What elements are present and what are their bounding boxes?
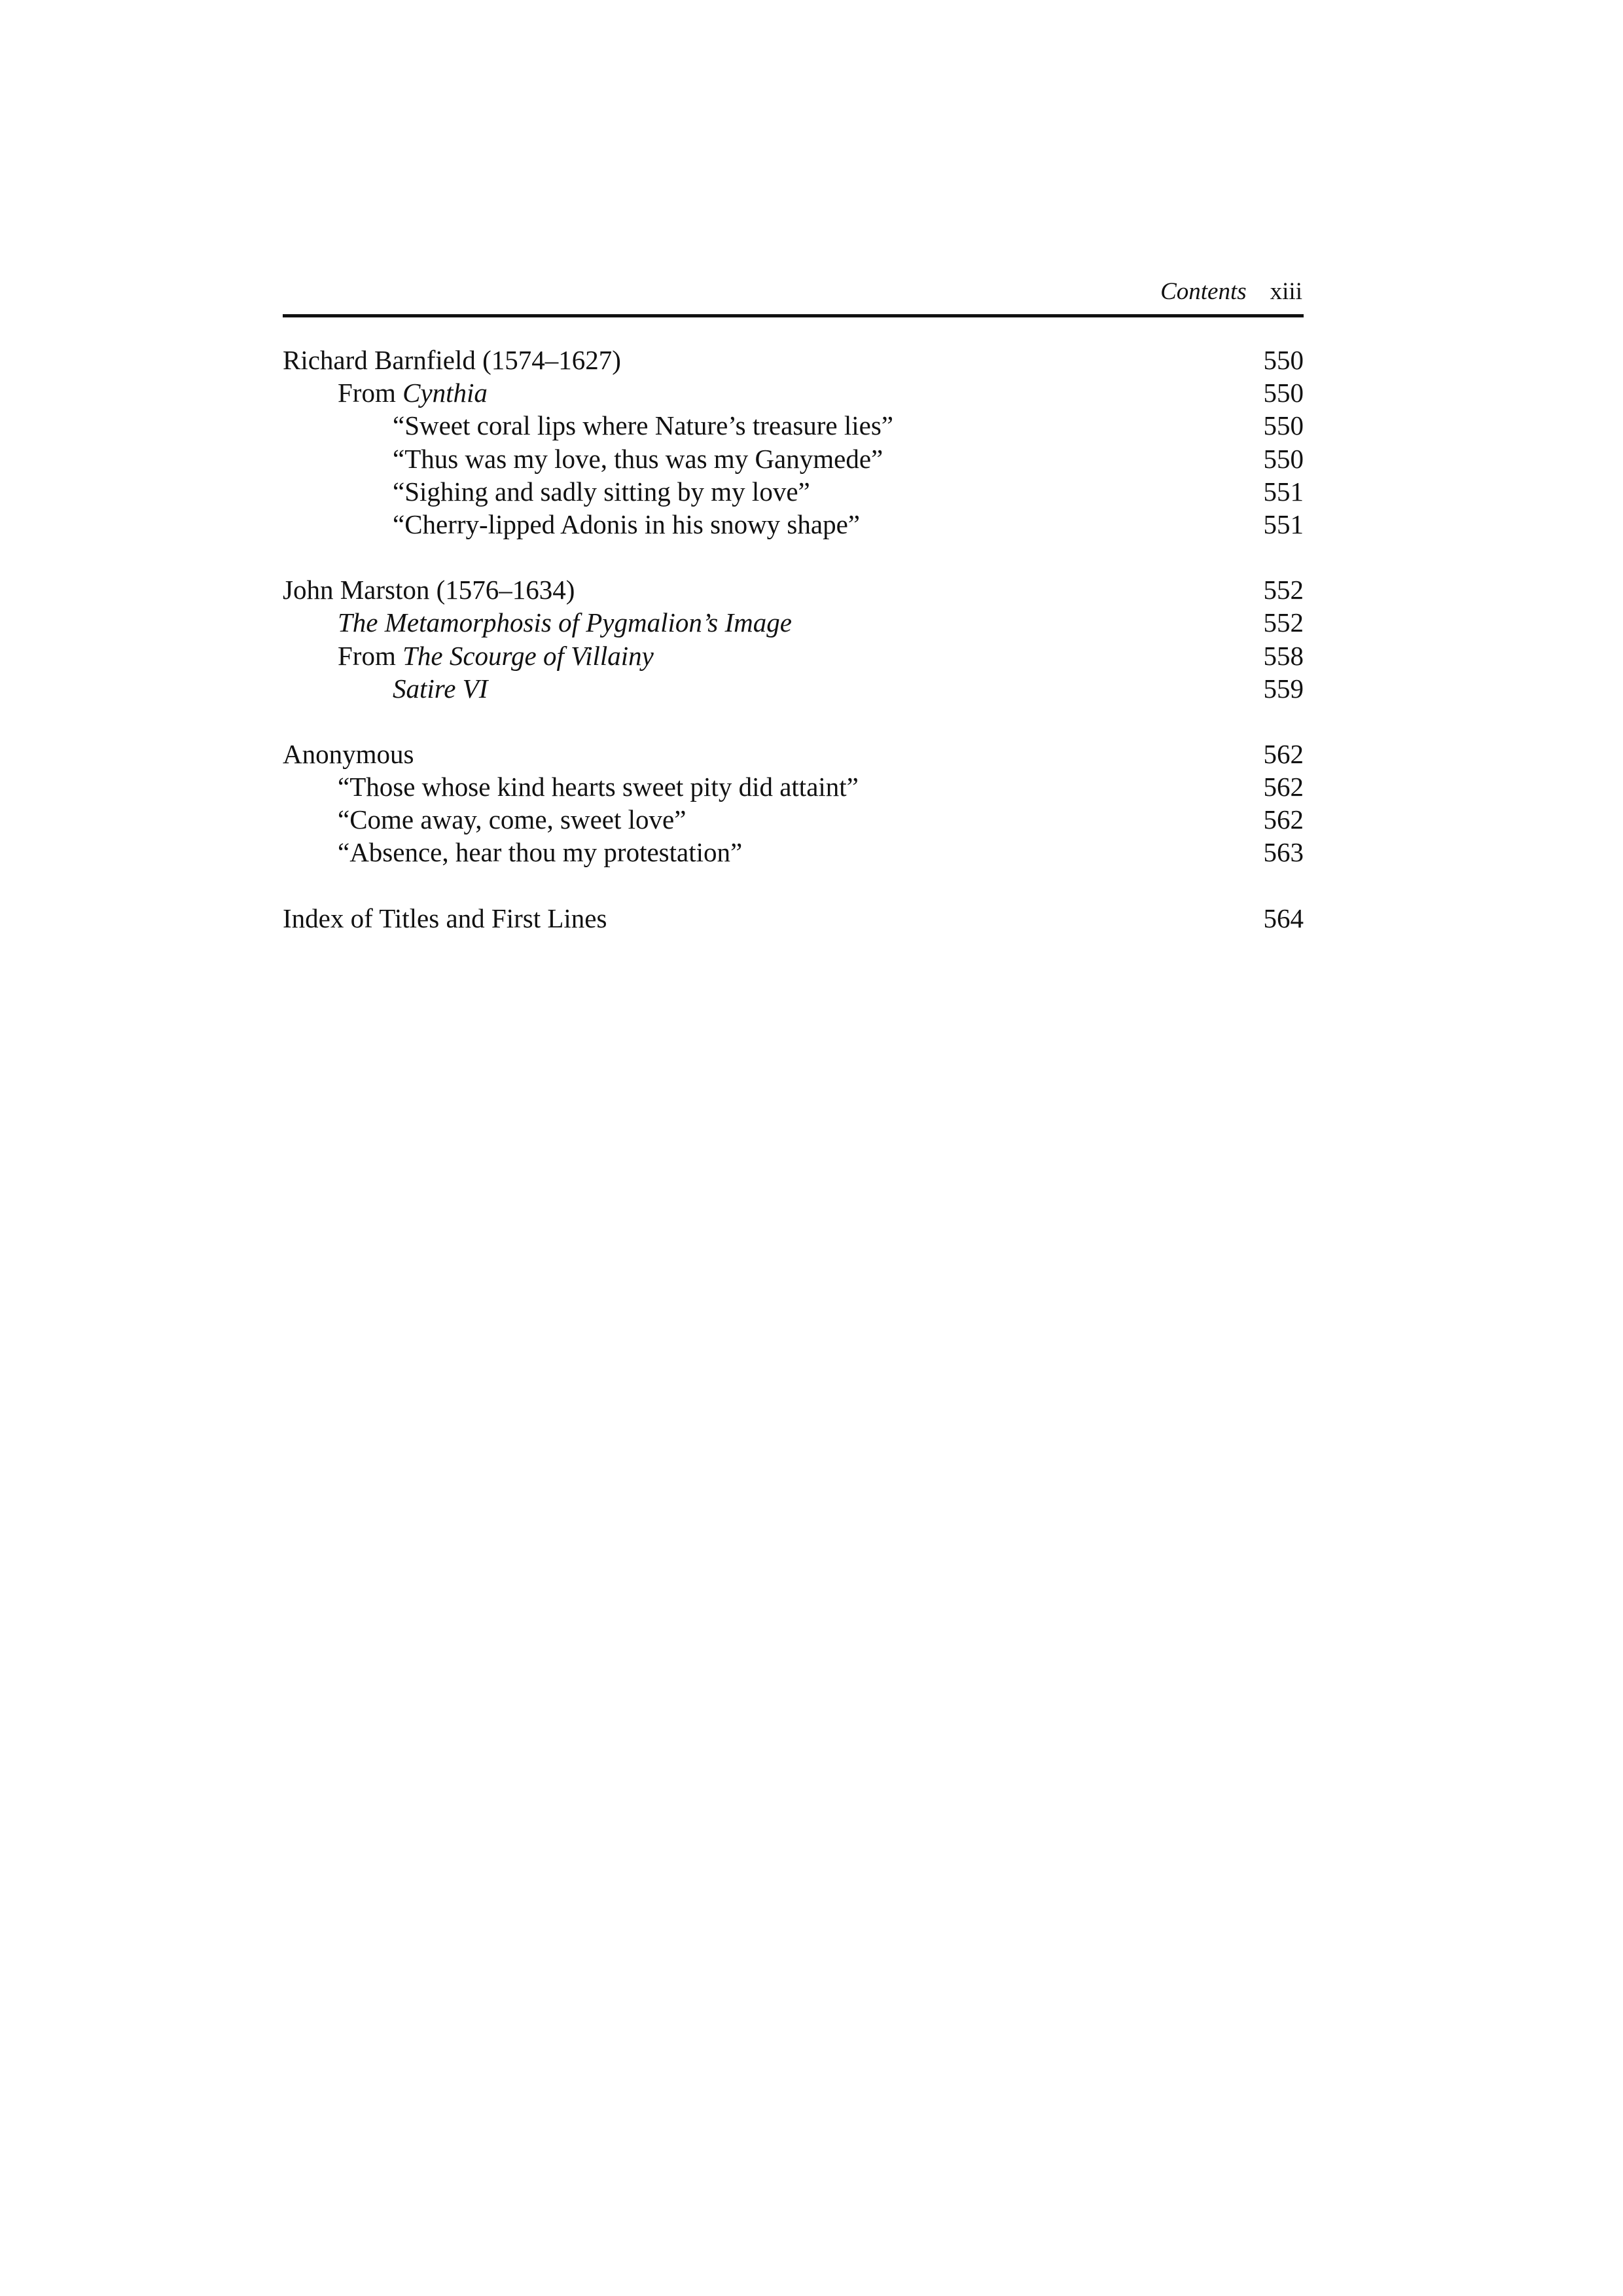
toc-entry-text: “Come away, come, sweet love” bbox=[338, 804, 687, 835]
toc-entry-page-number: 552 bbox=[1263, 575, 1304, 605]
toc-entry-page-number: 552 bbox=[1263, 607, 1304, 638]
toc-entry-page-number: 550 bbox=[1263, 378, 1304, 408]
running-header-label: Contents bbox=[1160, 278, 1247, 305]
running-header-page-number: xiii bbox=[1270, 278, 1302, 305]
toc-entry-page-number: 563 bbox=[1263, 837, 1304, 868]
toc-entry-text: “Sweet coral lips where Nature’s treasure lies” bbox=[393, 410, 894, 441]
toc-entry-title bbox=[338, 376, 488, 409]
toc-entry-title bbox=[338, 803, 686, 836]
toc-entry-title bbox=[283, 344, 621, 376]
toc-entry-page-number: 559 bbox=[1263, 673, 1304, 704]
toc-entry-page-number: 550 bbox=[1263, 345, 1304, 375]
toc-entry bbox=[283, 836, 1304, 869]
toc-entry bbox=[283, 409, 1304, 442]
toc-entry bbox=[283, 376, 1304, 409]
toc-entry-text: “Absence, hear thou my protestation” bbox=[338, 837, 743, 868]
toc-entry-title bbox=[393, 409, 893, 442]
toc-entry bbox=[283, 803, 1304, 836]
toc-entry bbox=[283, 902, 1304, 935]
toc-entry-italic-title: Cynthia bbox=[402, 378, 488, 408]
toc-entry bbox=[283, 442, 1304, 475]
table-of-contents bbox=[283, 344, 1304, 967]
toc-entry-text: Richard Barnfield (1574–1627) bbox=[283, 345, 621, 375]
toc-entry bbox=[283, 508, 1304, 541]
toc-entry-title bbox=[393, 442, 883, 475]
toc-entry-title bbox=[283, 738, 414, 770]
toc-entry-page-number: 562 bbox=[1263, 804, 1304, 835]
toc-entry-title bbox=[283, 573, 575, 606]
toc-entry bbox=[283, 573, 1304, 606]
toc-entry-prefix: From bbox=[338, 378, 403, 408]
toc-entry-page-number: 551 bbox=[1263, 476, 1304, 507]
toc-section bbox=[283, 902, 1304, 935]
toc-entry-text: Index of Titles and First Lines bbox=[283, 903, 607, 933]
toc-entry-title bbox=[393, 475, 810, 508]
toc-entry-page-number: 564 bbox=[1263, 903, 1304, 933]
toc-entry-page-number: 550 bbox=[1263, 443, 1304, 474]
toc-entry-text: “Thus was my love, thus was my Ganymede” bbox=[393, 443, 883, 474]
toc-entry-title bbox=[338, 836, 742, 869]
toc-entry-prefix: From bbox=[338, 640, 403, 671]
toc-entry-page-number: 562 bbox=[1263, 738, 1304, 769]
toc-entry-title bbox=[283, 902, 607, 935]
running-header bbox=[283, 274, 1302, 310]
toc-entry-title bbox=[338, 639, 654, 672]
toc-entry-text: John Marston (1576–1634) bbox=[283, 575, 575, 605]
toc-entry-text: “Cherry-lipped Adonis in his snowy shape” bbox=[393, 509, 860, 539]
header-rule bbox=[283, 314, 1304, 317]
toc-entry bbox=[283, 475, 1304, 508]
toc-entry-page-number: 558 bbox=[1263, 640, 1304, 671]
toc-entry-title bbox=[338, 770, 859, 803]
toc-section bbox=[283, 573, 1304, 705]
toc-entry-page-number: 562 bbox=[1263, 772, 1304, 802]
toc-entry-text: “Those whose kind hearts sweet pity did attaint” bbox=[338, 772, 859, 802]
toc-entry bbox=[283, 639, 1304, 672]
toc-entry bbox=[283, 344, 1304, 376]
toc-entry-text: Anonymous bbox=[283, 738, 414, 769]
toc-entry bbox=[283, 606, 1304, 639]
toc-entry bbox=[283, 738, 1304, 770]
toc-section bbox=[283, 738, 1304, 869]
toc-entry-title bbox=[338, 606, 792, 639]
toc-entry bbox=[283, 770, 1304, 803]
toc-section bbox=[283, 344, 1304, 541]
toc-entry-page-number: 551 bbox=[1263, 509, 1304, 539]
toc-entry-italic-title: Satire VI bbox=[393, 673, 488, 704]
toc-entry-title bbox=[393, 672, 488, 705]
toc-entry-text: “Sighing and sadly sitting by my love” bbox=[393, 476, 810, 507]
toc-entry-italic-title: The Metamorphosis of Pygmalion’s Image bbox=[338, 607, 792, 638]
toc-entry-italic-title: The Scourge of Villainy bbox=[402, 640, 654, 671]
toc-entry-title bbox=[393, 508, 860, 541]
toc-entry bbox=[283, 672, 1304, 705]
toc-entry-page-number: 550 bbox=[1263, 410, 1304, 441]
